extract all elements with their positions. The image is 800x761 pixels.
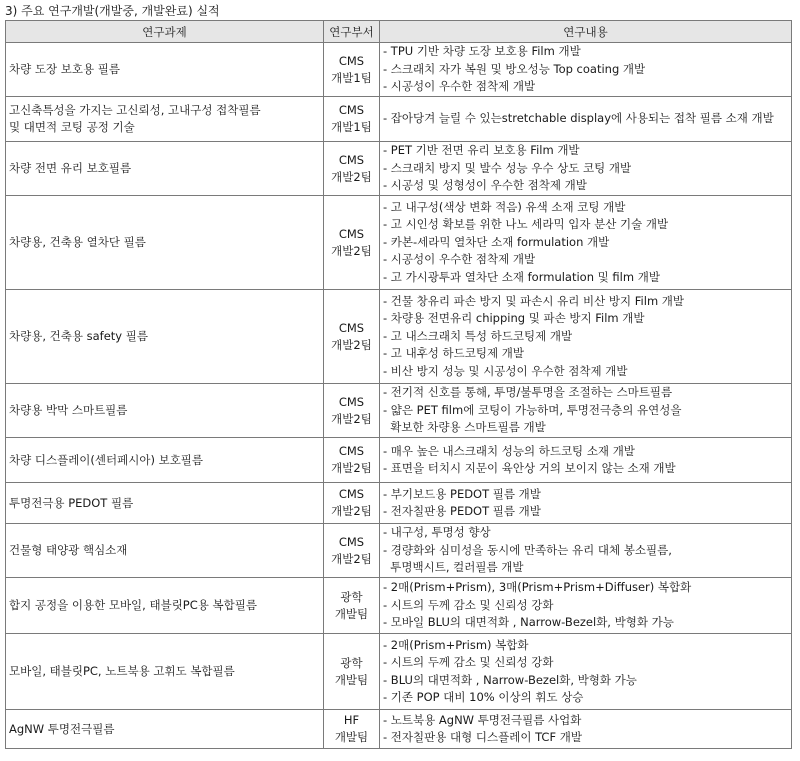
- dept-line: 개발2팀: [331, 337, 372, 352]
- detail-line: - 2매(Prism+Prism) 복합화: [383, 637, 529, 652]
- detail-cell: [380, 196, 792, 290]
- task-cell: [6, 97, 324, 142]
- dept-line: CMS: [338, 226, 365, 241]
- detail-line: - 노트북용 AgNW 투명전극필름 사업화: [383, 712, 582, 727]
- dept-line: 개발팀: [334, 730, 369, 744]
- dept-line: CMS: [338, 487, 365, 501]
- detail-line: - 매우 높은 내스크래치 성능의 하드코팅 소재 개발: [383, 443, 635, 458]
- detail-line: - 모바일 BLU의 대면적화 , Narrow-Bezel화, 박형화 가능: [383, 615, 674, 630]
- detail-line: - 2매(Prism+Prism), 3매(Prism+Prism+Diffuser) 복합화: [383, 580, 692, 595]
- detail-line: - 카본-세라믹 열차단 소재 formulation 개발: [383, 234, 610, 249]
- detail-line: - 부기보드용 PEDOT 필름 개발: [383, 486, 541, 501]
- detail-cell: [380, 142, 792, 196]
- dept-cell: [324, 710, 380, 749]
- detail-cell: [380, 524, 792, 578]
- detail-line: - 시공성이 우수한 점착제 개발: [383, 252, 536, 267]
- dept-cell: [324, 524, 380, 578]
- detail-cell: [380, 290, 792, 384]
- detail-cell: [380, 710, 792, 749]
- task-line: 차량용 박막 스마트필름: [9, 403, 128, 417]
- dept-cell: [324, 142, 380, 196]
- detail-line: - 표면을 터치시 지문이 육안상 거의 보이지 않는 소재 개발: [383, 461, 676, 475]
- detail-line: - 건물 창유리 파손 방지 및 파손시 유리 비산 방지 Film 개발: [383, 293, 685, 308]
- task-cell: [6, 483, 324, 524]
- task-cell: [6, 634, 324, 710]
- table-body: [6, 43, 792, 749]
- detail-line: - 비산 방지 성능 및 시공성이 우수한 점착제 개발: [383, 363, 628, 378]
- dept-cell: [324, 196, 380, 290]
- dept-line: 광학: [340, 655, 363, 670]
- task-cell: [6, 43, 324, 97]
- dept-cell: [324, 438, 380, 483]
- table-row: [6, 290, 792, 384]
- table-row: [6, 43, 792, 97]
- detail-line: - 고 내구성(색상 변화 적음) 유색 소재 코팅 개발: [383, 199, 626, 214]
- detail-line: - 시트의 두께 감소 및 신뢰성 강화: [383, 655, 554, 670]
- detail-line: - 전자칠판용 PEDOT 필름 개발: [383, 504, 541, 518]
- detail-line: - 고 시인성 확보를 위한 나노 세라믹 입자 분산 기술 개발: [383, 217, 669, 232]
- task-line: 차량 디스플레이(센터페시아) 보호필름: [9, 452, 204, 467]
- table-row: [6, 578, 792, 634]
- table-row: [6, 483, 792, 524]
- detail-line: - 고 가시광투과 열차단 소재 formulation 및 film 개발: [383, 269, 660, 284]
- task-cell: [6, 710, 324, 749]
- dept-line: 개발2팀: [331, 169, 372, 184]
- detail-line: - 기존 POP 대비 10% 이상의 휘도 상승: [383, 689, 584, 704]
- dept-line: 개발2팀: [331, 411, 372, 426]
- task-line: 고신축특성을 가지는 고신뢰성, 고내구성 접착필름: [9, 103, 261, 117]
- table-row: [6, 196, 792, 290]
- dept-cell: [324, 97, 380, 142]
- detail-line: - 시공성 및 성형성이 우수한 점착제 개발: [383, 178, 587, 193]
- dept-line: 개발팀: [334, 606, 369, 621]
- detail-line: - 고 내스크래치 특성 하드코팅제 개발: [383, 328, 573, 343]
- task-line: 및 대면적 코팅 공정 기술: [9, 120, 135, 134]
- task-line: AgNW 투명전극필름: [9, 721, 115, 736]
- dept-line: 개발팀: [334, 672, 369, 687]
- detail-cell: [380, 97, 792, 142]
- dept-cell: [324, 290, 380, 384]
- dept-line: 광학: [340, 589, 363, 604]
- detail-line: - 차량용 전면유리 chipping 및 파손 방지 Film 개발: [383, 311, 645, 326]
- rd-table: [5, 20, 792, 749]
- detail-line: - 얇은 PET film에 코팅이 가능하며, 투명전극층의 유연성을: [383, 402, 682, 417]
- table-row: [6, 634, 792, 710]
- header-task: 연구과제: [6, 21, 324, 43]
- task-line: 건물형 태양광 핵심소재: [9, 543, 128, 557]
- dept-line: 개발2팀: [331, 461, 372, 475]
- detail-line: - 내구성, 투명성 향상: [383, 525, 491, 540]
- dept-cell: [324, 578, 380, 634]
- detail-line: - 시트의 두께 감소 및 신뢰성 강화: [383, 597, 554, 612]
- dept-cell: [324, 43, 380, 97]
- dept-line: 개발1팀: [331, 70, 372, 85]
- dept-line: 개발1팀: [331, 120, 372, 134]
- detail-line: 확보한 차량용 스마트필름 개발: [383, 420, 546, 435]
- detail-line: - PET 기반 전면 유리 보호용 Film 개발: [383, 143, 580, 158]
- dept-line: CMS: [338, 534, 365, 549]
- table-row: [6, 438, 792, 483]
- detail-line: - 전기적 신호를 통해, 투명/불투명을 조절하는 스마트필름: [383, 385, 673, 400]
- detail-line: - BLU의 대면적화 , Narrow-Bezel화, 박형화 가능: [383, 672, 637, 687]
- detail-cell: [380, 634, 792, 710]
- section-title: 3) 주요 연구개발(개발중, 개발완료) 실적: [5, 4, 220, 18]
- dept-line: CMS: [338, 320, 365, 335]
- dept-line: HF: [343, 713, 360, 727]
- task-line: 차량용, 건축용 safety 필름: [9, 329, 148, 343]
- task-line: 합지 공정을 이용한 모바일, 태블릿PC용 복합필름: [9, 598, 257, 612]
- dept-line: CMS: [338, 394, 365, 409]
- detail-cell: [380, 384, 792, 438]
- detail-line: - 경량화와 심미성을 동시에 만족하는 유리 대체 봉소필름,: [383, 542, 672, 557]
- task-cell: [6, 438, 324, 483]
- task-line: 차량용, 건축용 열차단 필름: [9, 235, 146, 249]
- dept-cell: [324, 483, 380, 524]
- table-row: [6, 97, 792, 142]
- dept-line: CMS: [338, 53, 365, 68]
- table-row: [6, 142, 792, 196]
- detail-line: - 고 내후성 하드코팅제 개발: [383, 346, 524, 361]
- header-detail: 연구내용: [380, 21, 792, 43]
- detail-cell: [380, 438, 792, 483]
- task-cell: [6, 384, 324, 438]
- dept-line: 개발2팀: [331, 504, 372, 518]
- dept-cell: [324, 634, 380, 710]
- header-row: [6, 21, 792, 43]
- table-row: [6, 524, 792, 578]
- task-cell: [6, 196, 324, 290]
- detail-line: - 스크래치 방지 및 발수 성능 우수 상도 코팅 개발: [383, 160, 632, 175]
- detail-line: - TPU 기반 차량 도장 보호용 Film 개발: [383, 44, 581, 59]
- dept-line: 개발2팀: [331, 551, 372, 566]
- task-line: 차량 전면 유리 보호필름: [9, 161, 132, 175]
- dept-line: CMS: [338, 103, 365, 117]
- dept-line: CMS: [338, 444, 365, 458]
- detail-cell: [380, 578, 792, 634]
- task-cell: [6, 290, 324, 384]
- detail-cell: [380, 43, 792, 97]
- dept-line: CMS: [338, 152, 365, 167]
- task-line: 모바일, 태블릿PC, 노트북용 고휘도 복합필름: [9, 664, 235, 678]
- dept-cell: [324, 384, 380, 438]
- task-line: 차량 도장 보호용 필름: [9, 62, 120, 76]
- table-row: [6, 384, 792, 438]
- task-cell: [6, 524, 324, 578]
- header-dept: 연구부서: [324, 21, 380, 43]
- detail-line: - 시공성이 우수한 점착제 개발: [383, 79, 536, 94]
- detail-line: 투명백시트, 컬러필름 개발: [383, 560, 524, 575]
- detail-cell: [380, 483, 792, 524]
- detail-line: - 잡아당겨 늘릴 수 있는stretchable display에 사용되는 접착 필름 소재 개발: [383, 111, 774, 126]
- detail-line: - 전자칠판용 대형 디스플레이 TCF 개발: [383, 730, 582, 744]
- task-cell: [6, 142, 324, 196]
- detail-line: - 스크래치 자가 복원 및 방오성능 Top coating 개발: [383, 61, 646, 76]
- task-cell: [6, 578, 324, 634]
- task-line: 투명전극용 PEDOT 필름: [9, 495, 134, 510]
- table-row: [6, 710, 792, 749]
- dept-line: 개발2팀: [331, 243, 372, 258]
